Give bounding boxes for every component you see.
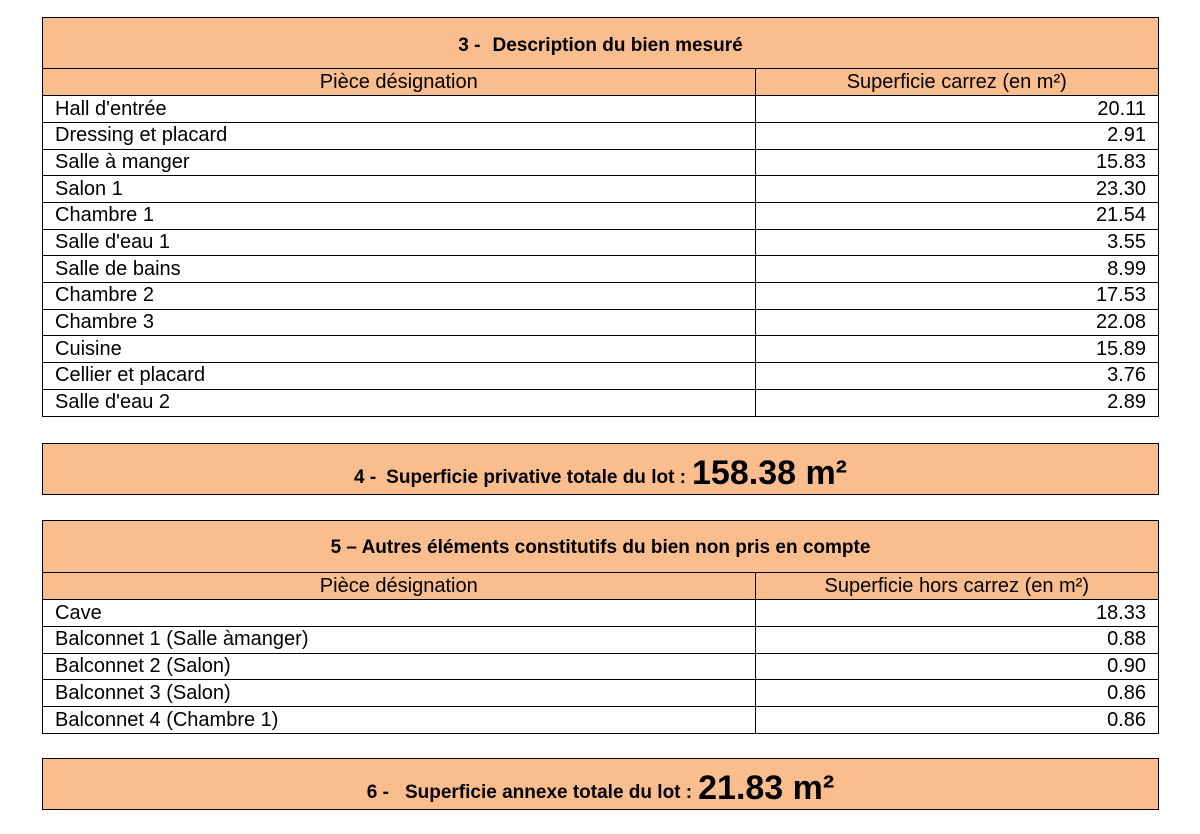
room-name-cell: Balconnet 1 (Salle àmanger) bbox=[43, 626, 755, 653]
section-3-header bbox=[43, 18, 1158, 69]
table-header-row bbox=[43, 69, 1158, 96]
room-name-cell: Chambre 1 bbox=[43, 202, 755, 229]
area-value-cell: 18.33 bbox=[755, 600, 1158, 627]
area-value-cell: 0.88 bbox=[755, 626, 1158, 653]
table-row bbox=[43, 600, 1158, 627]
column-header-name: Pièce désignation bbox=[43, 69, 755, 96]
table-row bbox=[43, 309, 1158, 336]
area-value-cell: 0.86 bbox=[755, 706, 1158, 733]
room-name-cell: Salon 1 bbox=[43, 176, 755, 203]
area-value-cell: 23.30 bbox=[755, 176, 1158, 203]
section-5-header bbox=[43, 521, 1158, 573]
area-value-cell: 20.11 bbox=[755, 96, 1158, 123]
section-3-title: Description du bien mesuré bbox=[492, 35, 743, 56]
room-name-cell: Cellier et placard bbox=[43, 363, 755, 390]
area-value-cell: 3.76 bbox=[755, 363, 1158, 390]
section-4-total-box bbox=[42, 443, 1159, 495]
column-header-name: Pièce désignation bbox=[43, 573, 755, 600]
table-header-row bbox=[43, 573, 1158, 600]
area-value-cell: 2.91 bbox=[755, 122, 1158, 149]
room-name-cell: Chambre 3 bbox=[43, 309, 755, 336]
area-value-cell: 3.55 bbox=[755, 229, 1158, 256]
section-5-table bbox=[43, 573, 1158, 733]
table-row bbox=[43, 626, 1158, 653]
room-name-cell: Hall d'entrée bbox=[43, 96, 755, 123]
section-6-total-box bbox=[42, 758, 1159, 810]
room-name-cell: Salle d'eau 1 bbox=[43, 229, 755, 256]
section-3-box bbox=[42, 17, 1159, 417]
table-row bbox=[43, 706, 1158, 733]
area-value-cell: 21.54 bbox=[755, 202, 1158, 229]
section-4-total-value: 158.38 m² bbox=[692, 454, 848, 492]
section-5-box bbox=[42, 520, 1159, 734]
column-header-value: Superficie hors carrez (en m²) bbox=[755, 573, 1158, 600]
table-row bbox=[43, 363, 1158, 390]
room-name-cell: Dressing et placard bbox=[43, 122, 755, 149]
table-row bbox=[43, 389, 1158, 416]
area-value-cell: 15.83 bbox=[755, 149, 1158, 176]
section-4-number: 4 - bbox=[353, 467, 377, 488]
area-value-cell: 8.99 bbox=[755, 256, 1158, 283]
room-name-cell: Salle d'eau 2 bbox=[43, 389, 755, 416]
table-row bbox=[43, 283, 1158, 310]
table-row bbox=[43, 680, 1158, 707]
room-name-cell: Cuisine bbox=[43, 336, 755, 363]
room-name-cell: Salle de bains bbox=[43, 256, 755, 283]
area-value-cell: 0.90 bbox=[755, 653, 1158, 680]
section-6-number: 6 - bbox=[366, 782, 389, 803]
table-row bbox=[43, 96, 1158, 123]
room-name-cell: Balconnet 4 (Chambre 1) bbox=[43, 706, 755, 733]
area-value-cell: 17.53 bbox=[755, 283, 1158, 310]
area-value-cell: 0.86 bbox=[755, 680, 1158, 707]
room-name-cell: Balconnet 2 (Salon) bbox=[43, 653, 755, 680]
section-6-label: Superficie annexe totale du lot : bbox=[404, 782, 693, 803]
area-value-cell: 15.89 bbox=[755, 336, 1158, 363]
table-row bbox=[43, 149, 1158, 176]
room-name-cell: Balconnet 3 (Salon) bbox=[43, 680, 755, 707]
section-4-label: Superficie privative totale du lot : bbox=[386, 467, 687, 488]
table-row bbox=[43, 176, 1158, 203]
table-row bbox=[43, 202, 1158, 229]
section-3-number: 3 - bbox=[458, 35, 481, 56]
section-6-total-value: 21.83 m² bbox=[698, 769, 835, 807]
area-value-cell: 22.08 bbox=[755, 309, 1158, 336]
section-5-title: 5 – Autres éléments constitutifs du bien non pris en compte bbox=[330, 537, 871, 558]
area-value-cell: 2.89 bbox=[755, 389, 1158, 416]
room-name-cell: Chambre 2 bbox=[43, 283, 755, 310]
table-row bbox=[43, 229, 1158, 256]
table-row bbox=[43, 336, 1158, 363]
column-header-value: Superficie carrez (en m²) bbox=[755, 69, 1158, 96]
room-name-cell: Cave bbox=[43, 600, 755, 627]
section-3-table bbox=[43, 69, 1158, 416]
table-row bbox=[43, 122, 1158, 149]
table-row bbox=[43, 256, 1158, 283]
room-name-cell: Salle à manger bbox=[43, 149, 755, 176]
table-row bbox=[43, 653, 1158, 680]
